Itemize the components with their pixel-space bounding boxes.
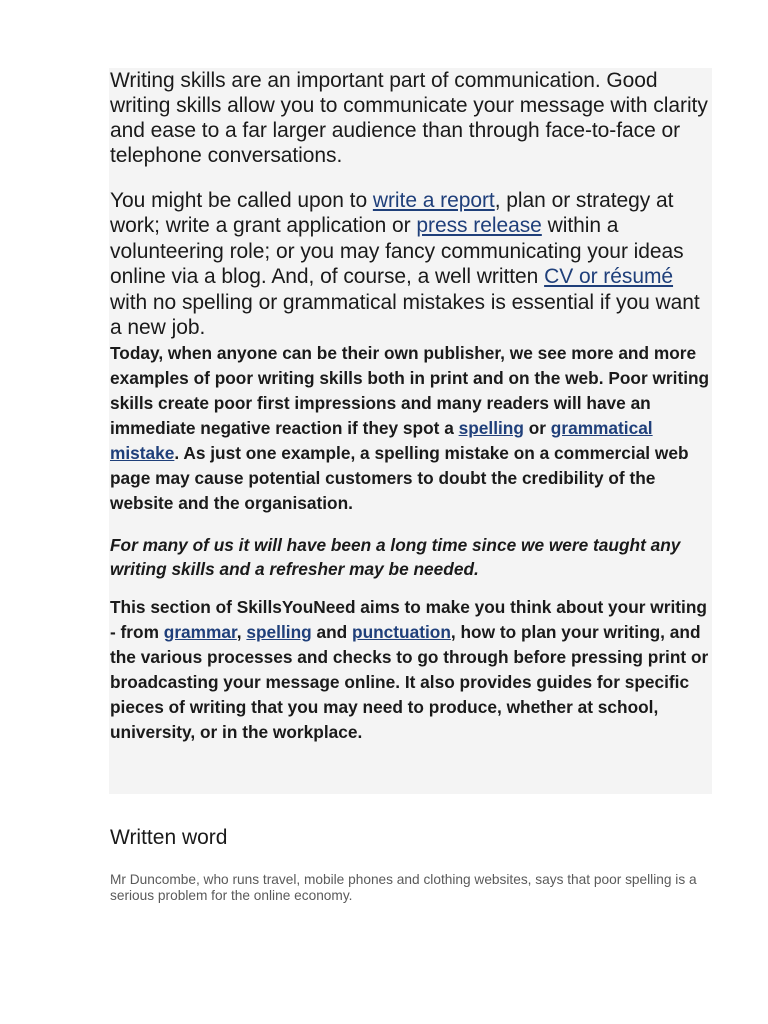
intro-paragraph-3 (110, 341, 714, 515)
text-span: This section of SkillsYouNeed aims to make you think about your writing - from (110, 596, 707, 642)
intro-paragraph-5 (110, 595, 714, 744)
text-span: within a volunteering role; or you may fancy communicating your ideas online via a blog. And, of course, a well written (110, 214, 684, 289)
cv-resume-link[interactable]: CV or résumé (544, 265, 674, 289)
intro-paragraph-4: For many of us it will have been a long time since we were taught any writing skills and a refresher may be needed. (110, 534, 681, 580)
text-span: . As just one example, a spelling mistake on a commercial web page may cause potential customers to doubt the credibility of the website and the organisation. (110, 443, 689, 513)
spelling-link-2[interactable]: spelling (246, 621, 312, 642)
intro-content (110, 68, 714, 744)
spelling-link[interactable]: spelling (458, 418, 524, 439)
text-span: and (311, 621, 353, 642)
press-release-link[interactable]: press release (416, 214, 542, 238)
section-caption: Mr Duncombe, who runs travel, mobile phones and clothing websites, says that poor spelling is a serious problem for the online economy. (110, 872, 697, 903)
text-span: Today, when anyone can be their own publisher, we see more and more examples of poor writing skills both in print and on the web. Poor writing skills create poor first impressions and many readers will have an immediate negative reaction if they spot a (110, 343, 710, 439)
punctuation-link[interactable]: punctuation (352, 621, 451, 642)
text-span: or (523, 418, 551, 439)
intro-paragraph-2 (110, 188, 714, 340)
text-span: with no spelling or grammatical mistakes is essential if you want a new job. (110, 290, 700, 340)
text-span: , (236, 621, 247, 642)
intro-paragraph-1: Writing skills are an important part of communication. Good writing skills allow you to communicate your message with clarity and ease to a far larger audience than through face-to-face or telephone conversations. (110, 69, 708, 167)
section-heading: Written word (110, 826, 228, 849)
text-span: , how to plan your writing, and the various processes and checks to go through before pressing print or broadcasting your message online. It also provides guides for specific pieces of writing that you may need to produce, whether at school, university, or in the workplace. (110, 621, 709, 742)
grammatical-mistake-link[interactable]: grammatical mistake (110, 418, 653, 464)
text-span: You might be called upon to (110, 189, 373, 212)
text-span: , plan or strategy at work; write a grant application or (110, 189, 674, 238)
grammar-link[interactable]: grammar (163, 621, 237, 642)
write-a-report-link[interactable]: write a report (372, 189, 495, 212)
